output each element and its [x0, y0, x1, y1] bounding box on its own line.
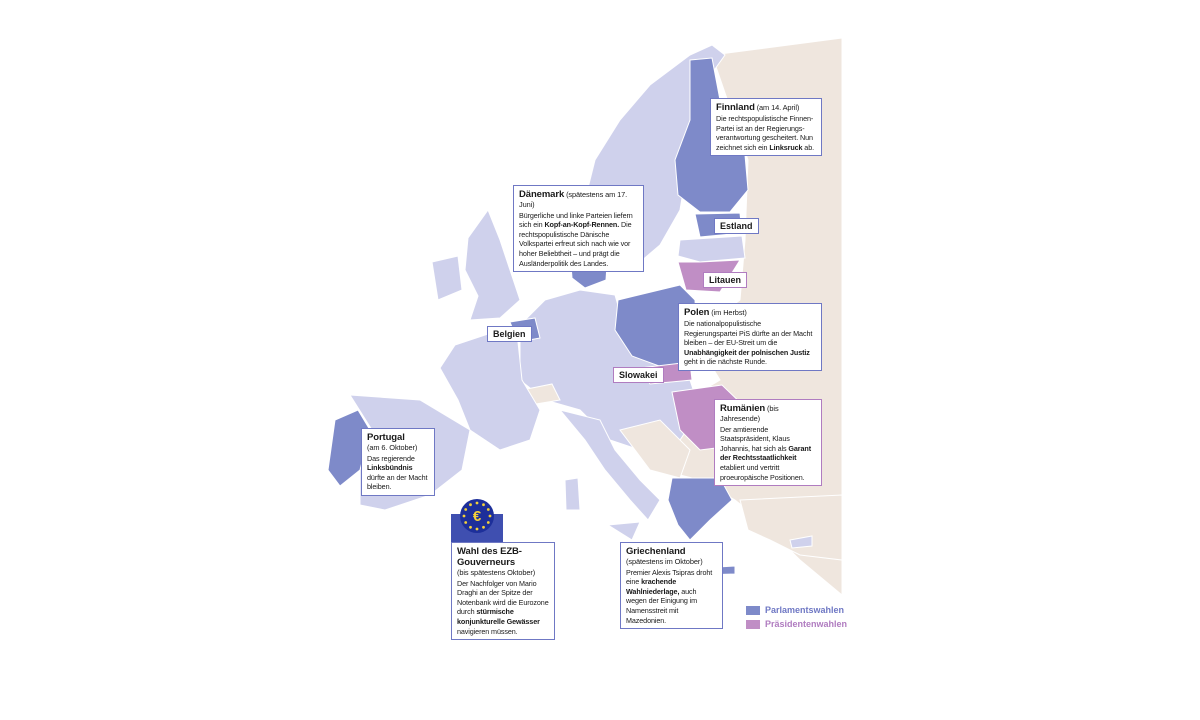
info-box-rumaenien [714, 399, 822, 486]
map-region-latvia [678, 236, 745, 262]
ezb-text-bold: stürmische konjunkturelle Gewässer [457, 607, 540, 626]
rumaenien-text-2: etabliert und vertritt proeuropäische Positionen. [720, 462, 805, 482]
info-box-portugal [361, 428, 435, 496]
map-region-uk [465, 210, 520, 320]
map-region-sardinia [565, 478, 580, 510]
info-box-polen [678, 303, 822, 371]
label-belgien: Belgien [487, 326, 532, 342]
portugal-text-2: dürfte an der Macht bleiben. [367, 472, 428, 492]
griechenland-date: (spätestens im Oktober) [626, 557, 703, 566]
legend-item-parliament [746, 603, 847, 617]
info-box-finnland [710, 98, 822, 156]
info-box-daenemark [513, 185, 644, 272]
finnland-text-bold: Linksruck [769, 142, 803, 152]
griechenland-text-bold: krachende Wahlniederlage, [626, 577, 680, 596]
polen-title: Polen [684, 307, 710, 318]
ezb-text-1: Der Nachfolger von Mario Draghi an der Spitze der Notenbank wird die Eurozone durch [457, 578, 549, 617]
legend-label-president: Präsidentenwahlen [765, 619, 848, 629]
legend-label-parliament: Parlamentswahlen [765, 605, 845, 615]
legend-item-president [746, 617, 847, 631]
finnland-text-1: Die rechtspopulistische Finnen-Partei ist an der Regierungsverantwortung gescheitert. Nun zeichnet sich ein [716, 114, 814, 152]
daenemark-date: (spätestens am 17. Juni) [519, 190, 628, 209]
map-region-sicily [608, 522, 640, 540]
rumaenien-date: (bis Jahresende) [720, 404, 779, 423]
finnland-date: (am 14. April) [756, 103, 800, 112]
daenemark-title: Dänemark [519, 189, 565, 200]
label-estland: Estland [714, 218, 759, 234]
griechenland-text-1: Premier Alexis Tsipras droht eine [626, 567, 713, 587]
legend-swatch-president [746, 620, 760, 629]
portugal-text-bold: Linksbündnis [367, 463, 413, 473]
map-region-ireland [432, 256, 462, 300]
finnland-title: Finnland [716, 102, 755, 113]
polen-date: (im Herbst) [711, 308, 747, 317]
portugal-date: (am 6. Oktober) [367, 443, 418, 452]
svg-text:€: € [472, 508, 482, 525]
finnland-text-2: ab. [802, 142, 814, 152]
rumaenien-text-bold: Garant der Rechtsstaatlichkeit [720, 443, 811, 463]
ezb-text-2: navigieren müssen. [457, 626, 518, 636]
daenemark-text-bold: Kopf-an-Kopf-Rennen. [544, 220, 620, 230]
label-slowakei: Slowakei [613, 367, 664, 383]
rumaenien-title: Rumänien [720, 403, 766, 414]
daenemark-text-1: Bürgerliche und linke Parteien liefern sich ein [519, 210, 633, 230]
portugal-title: Portugal [367, 432, 405, 443]
map-region-greece [668, 478, 732, 540]
legend-swatch-parliament [746, 606, 760, 615]
ezb-date: (bis spätestens Oktober) [457, 568, 536, 577]
portugal-text-1: Das regierende [367, 453, 415, 463]
legend [746, 603, 847, 631]
polen-text-2: geht in die nächste Runde. [684, 357, 767, 367]
euro-stars-icon [451, 498, 503, 542]
polen-text-1: Die nationalpopulistische Regierungspartei PiS dürfte an der Macht bleiben – der EU-Streit um die [684, 319, 813, 348]
map-region-turkey [740, 495, 842, 560]
ezb-title: Wahl des EZB-Gouverneurs [457, 546, 522, 568]
polen-text-bold: Unabhängigkeit der polnischen Justiz [684, 347, 810, 357]
info-box-griechenland [620, 542, 723, 629]
griechenland-text-2: auch wegen der Einigung im Namensstreit mit Mazedonien. [626, 586, 698, 625]
griechenland-title: Griechenland [626, 546, 686, 557]
daenemark-text-2: Die rechtspopulistische Dänische Volkspartei erfreut sich nach wie vor hoher Beliebtheit – und prägt die Ausländerpolitik des Landes. [519, 220, 632, 268]
rumaenien-text-1: Der amtierende Staatspräsident, Klaus Johannis, hat sich als [720, 424, 790, 453]
info-box-ezb [451, 542, 555, 640]
label-litauen: Litauen [703, 272, 747, 288]
